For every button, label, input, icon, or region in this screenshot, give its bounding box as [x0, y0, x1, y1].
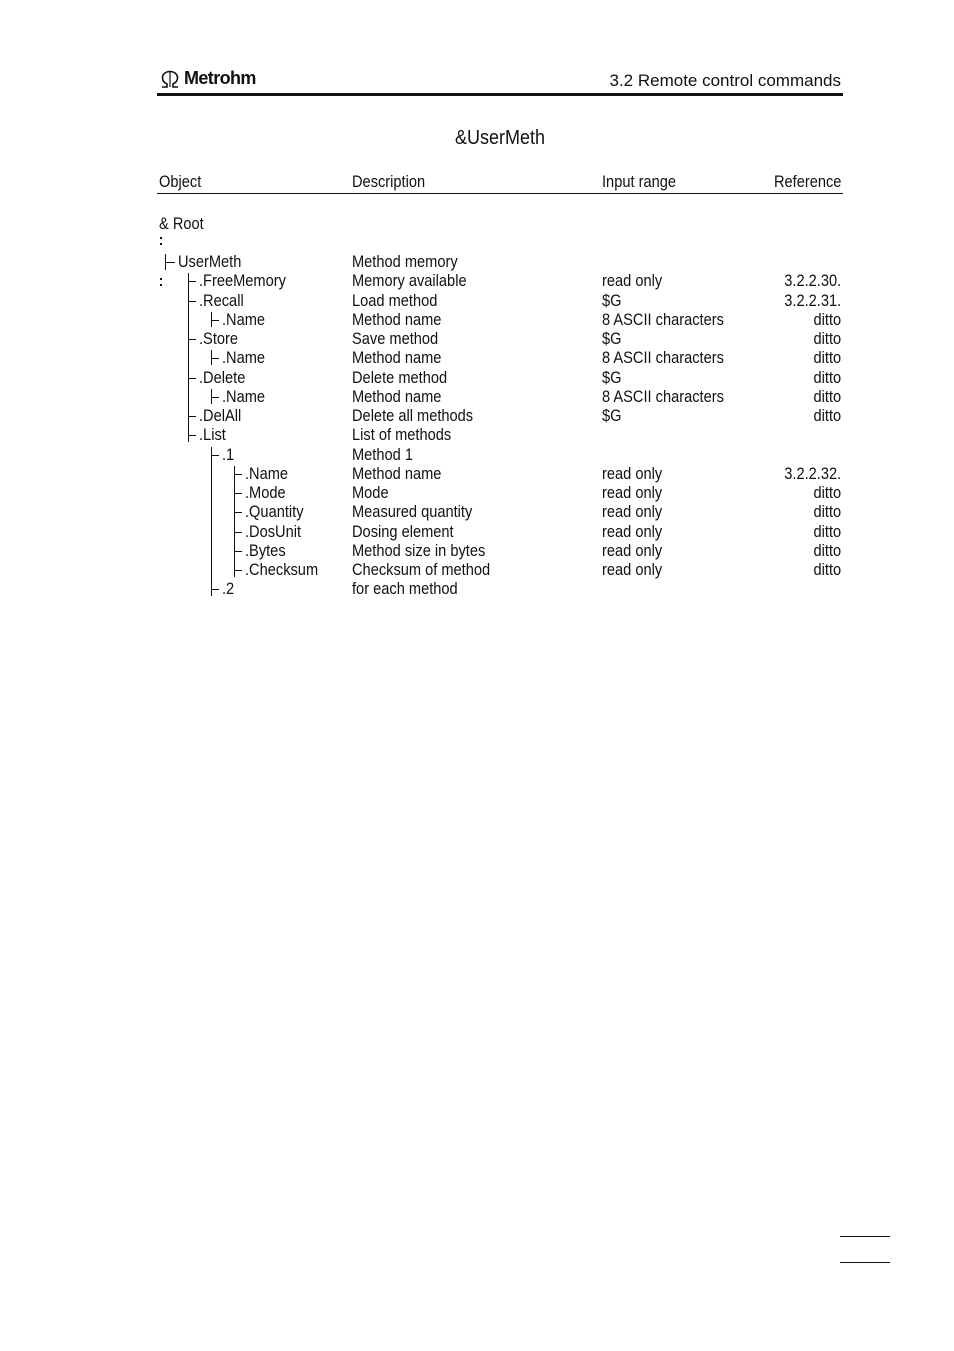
- reference: 3.2.2.31.: [784, 291, 841, 310]
- table-row: [157, 387, 843, 406]
- object-name: .1: [222, 445, 235, 464]
- description: Checksum of method: [352, 560, 491, 579]
- table-row: [157, 329, 843, 348]
- reference: ditto: [813, 310, 841, 329]
- object-name: .Quantity: [245, 502, 304, 521]
- table-row: [157, 310, 843, 329]
- object-name: .List: [199, 425, 226, 444]
- object-name: .DelAll: [199, 406, 242, 425]
- table-row: [157, 560, 843, 579]
- input-range: read only: [602, 483, 663, 502]
- description: List of methods: [352, 425, 452, 444]
- table-row: [157, 425, 843, 444]
- description: Method name: [352, 310, 442, 329]
- input-range: read only: [602, 522, 663, 541]
- reference: ditto: [813, 560, 841, 579]
- object-name: UserMeth: [178, 252, 242, 271]
- object-name: .Recall: [199, 291, 244, 310]
- object-name: .2: [222, 579, 235, 598]
- description: Dosing element: [352, 522, 454, 541]
- table-row: [157, 579, 843, 598]
- reference: ditto: [813, 483, 841, 502]
- table-row: [157, 348, 843, 367]
- input-range: read only: [602, 464, 663, 483]
- footer-rule-bottom: [840, 1262, 890, 1263]
- object-name: .Name: [222, 310, 266, 329]
- input-range: $G: [602, 406, 622, 425]
- input-range: $G: [602, 329, 622, 348]
- description: Memory available: [352, 271, 467, 290]
- object-name: .DosUnit: [245, 522, 302, 541]
- logo-text: Metrohm: [184, 68, 256, 88]
- reference: ditto: [813, 329, 841, 348]
- section-label: 3.2 Remote control commands: [609, 71, 841, 90]
- metrohm-logo: [159, 68, 256, 89]
- input-range: 8 ASCII characters: [602, 310, 724, 329]
- object-name: .Bytes: [245, 541, 286, 560]
- input-range: 8 ASCII characters: [602, 348, 724, 367]
- description: Method name: [352, 387, 442, 406]
- input-range: 8 ASCII characters: [602, 387, 724, 406]
- reference: 3.2.2.30.: [784, 271, 841, 290]
- reference: ditto: [813, 502, 841, 521]
- description: Delete method: [352, 368, 448, 387]
- table-row: [157, 445, 843, 464]
- column-header-input-range: Input range: [602, 172, 676, 191]
- reference: ditto: [813, 541, 841, 560]
- header-divider: [157, 193, 843, 194]
- input-range: read only: [602, 271, 663, 290]
- column-header-description: Description: [352, 172, 426, 191]
- footer-rule-top: [840, 1236, 890, 1237]
- table-row: [157, 541, 843, 560]
- reference: ditto: [813, 348, 841, 367]
- reference: ditto: [813, 522, 841, 541]
- table-row: [157, 368, 843, 387]
- input-range: read only: [602, 560, 663, 579]
- input-range: $G: [602, 291, 622, 310]
- object-name: .Checksum: [245, 560, 319, 579]
- description: Method name: [352, 464, 442, 483]
- description: Load method: [352, 291, 438, 310]
- table-row: [157, 406, 843, 425]
- reference: ditto: [813, 368, 841, 387]
- table-row: [157, 502, 843, 521]
- description: for each method: [352, 579, 458, 598]
- description: Measured quantity: [352, 502, 473, 521]
- table-row: [157, 483, 843, 502]
- object-name: .Name: [222, 387, 266, 406]
- header-rule: [157, 93, 843, 96]
- table-row: [157, 464, 843, 483]
- description: Method size in bytes: [352, 541, 486, 560]
- table-row: [157, 291, 843, 310]
- reference: ditto: [813, 406, 841, 425]
- table-row: [157, 252, 843, 271]
- object-name: .FreeMemory: [199, 271, 286, 290]
- page-title: &UserMeth: [454, 127, 546, 149]
- object-name: .Mode: [245, 483, 286, 502]
- object-name: .Delete: [199, 368, 246, 387]
- table-row: [157, 271, 843, 290]
- reference: 3.2.2.32.: [784, 464, 841, 483]
- column-header-reference-wrap: [743, 172, 841, 192]
- omega-icon: [159, 70, 181, 88]
- input-range: $G: [602, 368, 622, 387]
- description: Delete all methods: [352, 406, 474, 425]
- description: Method name: [352, 348, 442, 367]
- description: Method 1: [352, 445, 413, 464]
- input-range: read only: [602, 541, 663, 560]
- tree-dot: [160, 237, 162, 239]
- description: Mode: [352, 483, 389, 502]
- tree-dot: [160, 243, 162, 245]
- column-header-object: Object: [159, 172, 202, 191]
- column-header-reference: Reference: [773, 172, 841, 191]
- table-row: [157, 522, 843, 541]
- input-range: read only: [602, 502, 663, 521]
- object-name: .Name: [222, 348, 266, 367]
- description: Save method: [352, 329, 439, 348]
- reference: ditto: [813, 387, 841, 406]
- object-name: .Name: [245, 464, 289, 483]
- description: Method memory: [352, 252, 458, 271]
- page-header: [157, 64, 843, 96]
- object-name: .Store: [199, 329, 239, 348]
- root-label: & Root: [159, 214, 204, 233]
